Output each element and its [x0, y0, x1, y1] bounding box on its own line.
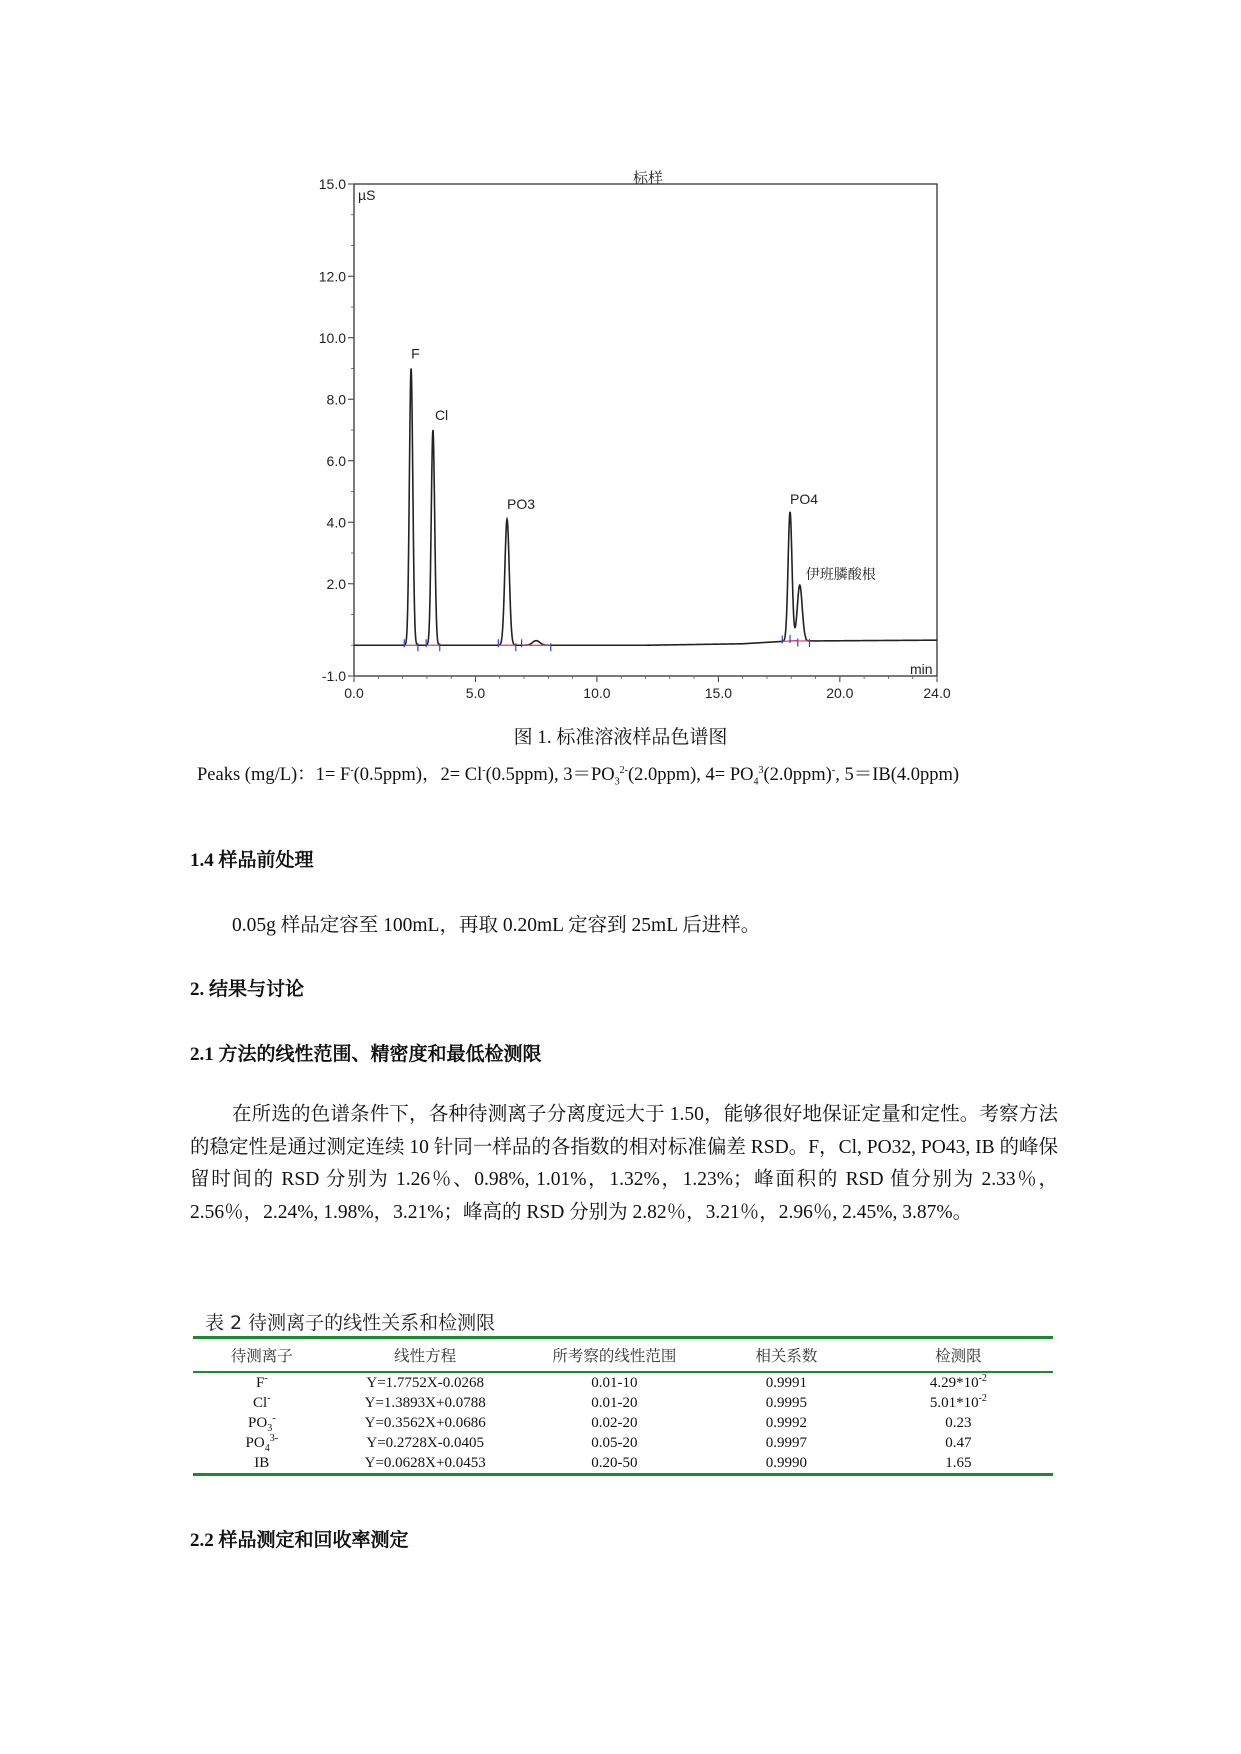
section-2-2-heading: 2.2 样品测定和回收率测定 — [190, 1530, 409, 1551]
lod-value: 0.23 — [945, 1415, 972, 1431]
y-axis — [319, 176, 354, 684]
peaks-sup-2: - — [482, 764, 486, 776]
peak-label: PO3 — [507, 496, 536, 513]
lod-value: 4.29*10 — [929, 1375, 979, 1391]
cell-range: 0.02-20 — [591, 1415, 638, 1431]
x-unit-label: min — [910, 661, 933, 677]
plot-frame — [354, 184, 937, 676]
cell-lod — [864, 1393, 1053, 1413]
lod-value: 0.47 — [945, 1435, 972, 1451]
y-tick-label: -1.0 — [321, 668, 346, 684]
y-tick-label: 10.0 — [318, 329, 346, 346]
lod-value: 5.01*10 — [929, 1395, 979, 1411]
cell-ion — [193, 1433, 331, 1453]
peaks-sub-3: 3 — [614, 776, 620, 788]
y-tick-label: 2.0 — [326, 575, 346, 592]
peak-label: PO4 — [790, 490, 819, 507]
y-tick-label: 8.0 — [326, 391, 346, 408]
table-row — [193, 1433, 1053, 1453]
x-tick-label: 0.0 — [344, 685, 364, 701]
cell-range: 0.20-50 — [591, 1455, 638, 1471]
peaks-text-3: (0.5ppm), 3＝PO — [485, 765, 615, 785]
cell-ion — [193, 1413, 331, 1433]
ion-name: IB — [254, 1455, 270, 1471]
cell-lod — [864, 1453, 1053, 1473]
peaks-text-4: (2.0ppm), 4= PO — [627, 765, 754, 785]
section-2-heading: 2. 结果与讨论 — [190, 979, 305, 1000]
peak-label: 伊班膦酸根 — [805, 566, 876, 583]
header-equation: 线性方程 — [331, 1339, 520, 1372]
cell-ion — [193, 1453, 331, 1473]
cell-range: 0.05-20 — [591, 1435, 638, 1451]
x-tick-label: 20.0 — [826, 685, 854, 701]
ion-name: F — [255, 1375, 265, 1391]
peak-label: Cl — [434, 407, 449, 423]
table2 — [193, 1336, 1053, 1476]
cell-lod — [864, 1372, 1053, 1393]
peak-label: F — [411, 345, 420, 362]
chromatogram-chart — [0, 0, 1241, 800]
cell-ion — [193, 1393, 331, 1413]
ion-sup: - — [264, 1373, 268, 1384]
header-correlation: 相关系数 — [709, 1339, 864, 1372]
cell-lod — [864, 1413, 1053, 1433]
x-tick-label: 5.0 — [465, 685, 486, 701]
cell-lod — [864, 1433, 1053, 1453]
y-tick-label: 15.0 — [318, 176, 346, 192]
y-unit-label: µS — [358, 187, 376, 203]
peaks-sup-5: - — [831, 764, 836, 776]
lod-value: 1.65 — [945, 1455, 972, 1471]
peaks-sup-3: 2- — [619, 764, 628, 776]
section-2-1-heading: 2.1 方法的线性范围、精密度和最低检测限 — [190, 1044, 542, 1065]
lod-sup: -2 — [978, 1373, 987, 1384]
y-tick-label: 12.0 — [318, 268, 346, 285]
figure-caption: 图 1. 标准溶液样品色谱图 — [513, 727, 728, 748]
header-ion: 待测离子 — [193, 1339, 331, 1372]
table2-body — [193, 1372, 1053, 1473]
table2-title: 表 2 待测离子的线性关系和检测限 — [205, 1312, 496, 1334]
cell-correlation: 0.9992 — [765, 1415, 807, 1431]
table2-header-row — [193, 1339, 1053, 1372]
table-row — [193, 1372, 1053, 1393]
cell-correlation: 0.9991 — [765, 1375, 807, 1391]
x-tick-label: 24.0 — [923, 685, 951, 701]
peaks-text-5: (2.0ppm) — [763, 765, 832, 785]
y-tick-label: 6.0 — [326, 452, 346, 469]
peak-labels — [411, 346, 876, 583]
cell-equation: Y=0.0628X+0.0453 — [364, 1455, 486, 1471]
section-1-4-heading: 1.4 样品前处理 — [190, 850, 314, 871]
peaks-text-1: Peaks (mg/L)：1= F — [197, 765, 351, 785]
x-tick-label: 10.0 — [583, 685, 611, 701]
chart-title: 标样 — [632, 170, 664, 187]
peaks-sub-4: 4 — [753, 776, 759, 788]
ion-name: PO — [248, 1415, 268, 1431]
peaks-sup-4: 3 — [758, 764, 764, 776]
section-1-4-text: 0.05g 样品定容至 100mL，再取 0.20mL 定容到 25mL 后进样。 — [232, 915, 761, 936]
ion-sup: 3- — [269, 1433, 279, 1444]
cell-equation: Y=1.7752X-0.0268 — [366, 1375, 484, 1391]
table-row — [193, 1453, 1053, 1473]
section-2-1-text: 在所选的色谱条件下，各种待测离子分离度远大于 1.50，能够很好地保证定量和定性。考察方法的稳定性是通过测定连续 10 针同一样品的各指数的相对标准偏差 RSD。F，Cl, PO32, PO43, IB 的峰保留时间的 RSD 分别为 1.26％、0.98%, 1.01%，1.32%，1.23%；峰面积的 RSD 值分别为 2.33％，2.56％，2.24%, 1.98%，3.21%；峰高的 RSD 分别为 2.82％，3.21％，2.96％, 2.45%, 3.87%。 — [190, 1104, 1058, 1223]
cell-equation: Y=0.2728X-0.0405 — [366, 1435, 484, 1451]
cell-ion — [193, 1372, 331, 1393]
cell-correlation: 0.9990 — [765, 1455, 807, 1471]
header-lod: 检测限 — [864, 1339, 1053, 1372]
section-2-1-body — [190, 1099, 1058, 1229]
ion-name: PO — [245, 1435, 265, 1451]
cell-correlation: 0.9997 — [765, 1435, 807, 1451]
peaks-sup-1: - — [350, 764, 354, 776]
cell-equation: Y=0.3562X+0.0686 — [364, 1415, 486, 1431]
cell-range: 0.01-10 — [591, 1375, 638, 1391]
cell-equation: Y=1.3893X+0.0788 — [364, 1395, 486, 1411]
ion-sub: 3 — [267, 1423, 273, 1434]
ion-sup: - — [267, 1393, 271, 1404]
x-axis — [344, 676, 951, 701]
cell-correlation: 0.9995 — [765, 1395, 807, 1411]
x-tick-label: 15.0 — [704, 685, 732, 701]
table-row — [193, 1393, 1053, 1413]
ion-name: Cl — [253, 1395, 268, 1411]
y-tick-label: 4.0 — [326, 514, 346, 531]
ion-sup: - — [272, 1413, 276, 1424]
peaks-text-2: (0.5ppm)，2= Cl — [353, 765, 483, 785]
cell-range: 0.01-20 — [591, 1395, 638, 1411]
peaks-text-6: , 5＝IB(4.0ppm) — [835, 765, 960, 785]
header-range: 所考察的线性范围 — [520, 1339, 709, 1372]
ion-sub: 4 — [264, 1443, 270, 1454]
peaks-legend — [197, 760, 959, 786]
table-row — [193, 1413, 1053, 1433]
lod-sup: -2 — [978, 1393, 987, 1404]
